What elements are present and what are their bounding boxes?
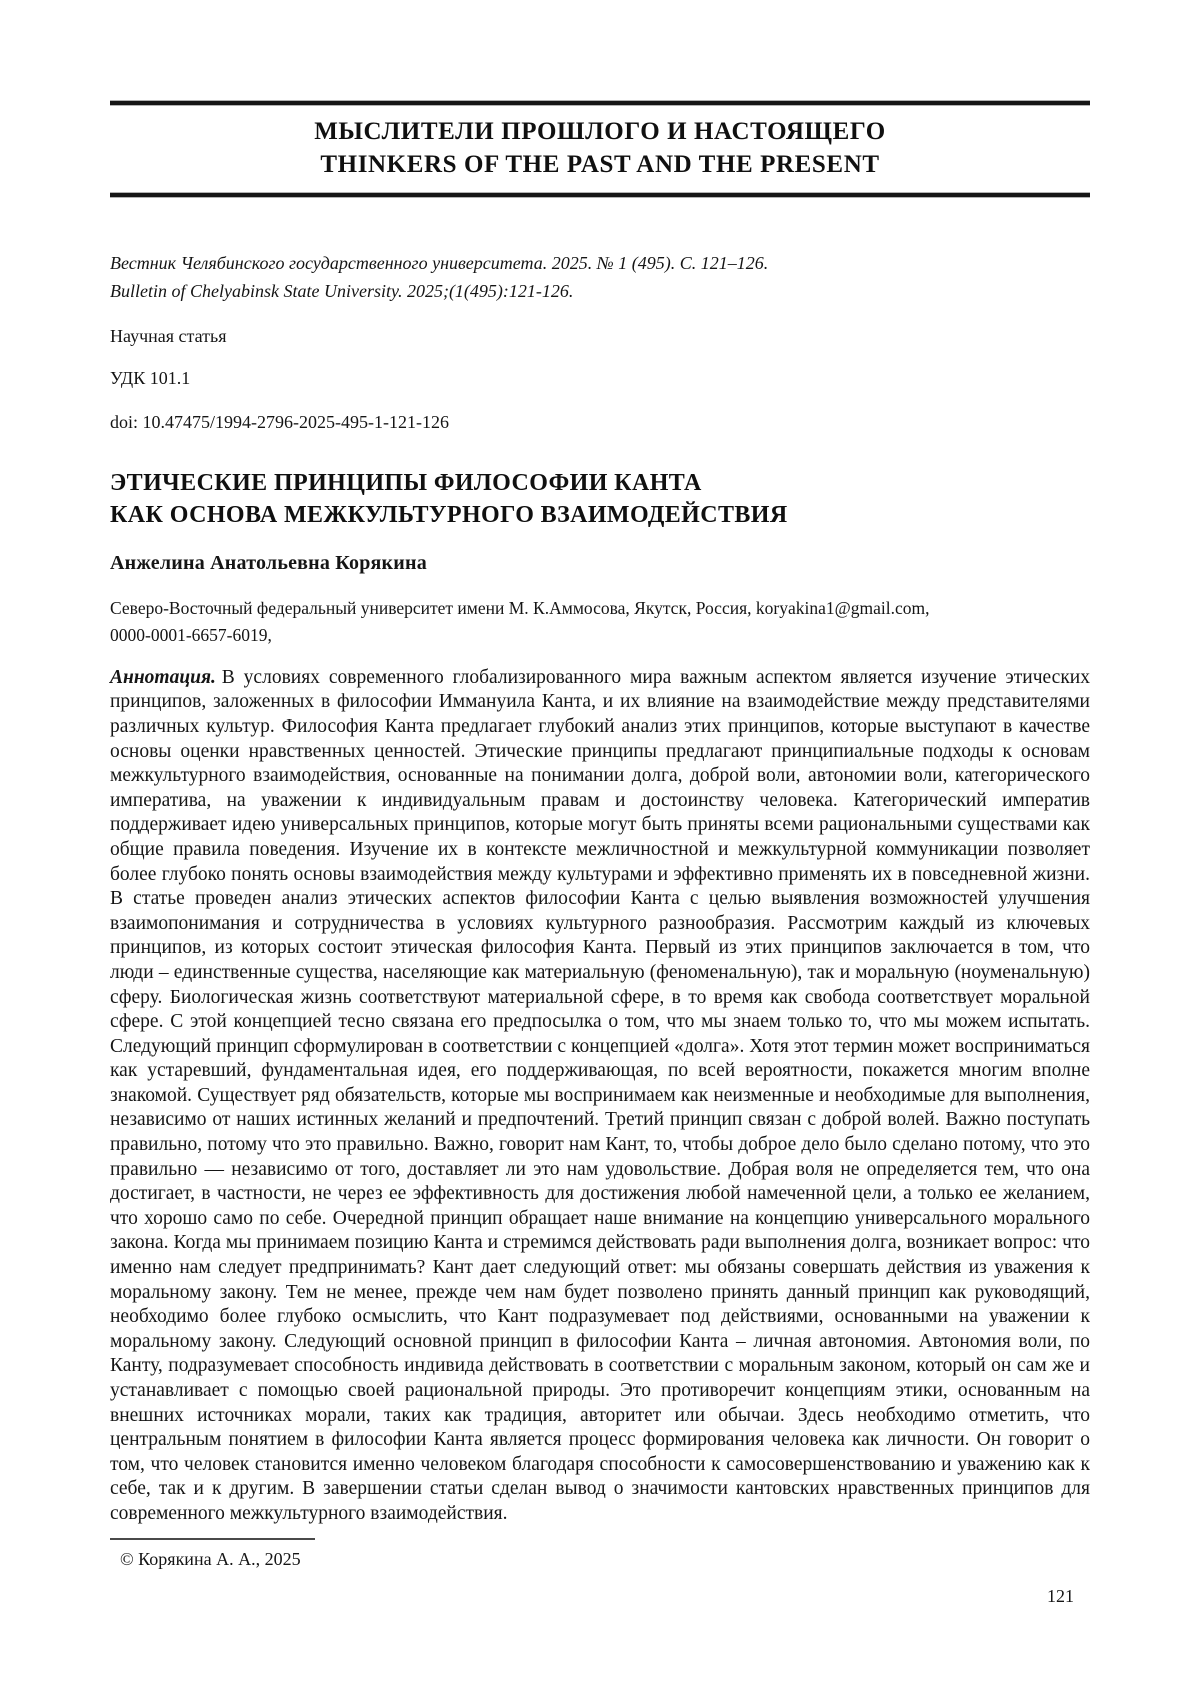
abstract-paragraph: [110, 666, 1090, 1527]
abstract-label: Аннотация.: [110, 666, 216, 688]
rule-edge: [110, 197, 1090, 198]
article-title: [110, 468, 1090, 531]
section-title-ru: МЫСЛИТЕЛИ ПРОШЛОГО И НАСТОЯЩЕГО: [314, 118, 886, 145]
section-title-en: THINKERS OF THE PAST AND THE PRESENT: [320, 151, 880, 178]
rule-edge: [110, 105, 1090, 106]
article-title-line2: КАК ОСНОВА МЕЖКУЛЬТУРНОГО ВЗАИМОДЕЙСТВИЯ: [110, 501, 788, 528]
affiliation-orcid: 0000-0001-6657-6019,: [110, 624, 272, 645]
citation-en: Bulletin of Chelyabinsk State University. 2025;(1(495):121-126.: [110, 280, 574, 301]
article-title-line1: ЭТИЧЕСКИЕ ПРИНЦИПЫ ФИЛОСОФИИ КАНТА: [110, 469, 702, 496]
page-number: 121: [1047, 1586, 1074, 1606]
article-type-label: Научная статья: [110, 325, 227, 346]
section-header: [110, 115, 1090, 181]
abstract-text: В условиях современного глобализированного мира важным аспектом является изучение этических принципов, заложенных в философии Иммануила Канта, и их влияние на взаимодействие между представителями различных культур. Философия Канта предлагает глубокий анализ этих принципов, которые выступают в качестве основы оценки нравственных ценностей. Этические принципы предлагают принципиальные подходы к основам межкультурного взаимодействия, основанные на понимании долга, доброй воли, автономии воли, категорического императива, на уважении к индивидуальным правам и достоинству человека. Категорический императив поддерживает идею универсальных принципов, которые могут быть приняты всеми рациональными существами как общие правила поведения. Изучение их в контексте межличностной и межкультурной коммуникации позволяет более глубоко понять основы взаимодействия между культурами и эффективно применять их в повседневной жизни. В статье проведен анализ этических аспектов философии Канта с целью выявления возможностей улучшения взаимопонимания и сотрудничества в условиях культурного разнообразия. Рассмотрим каждый из ключевых принципов, из которых состоит этическая философия Канта. Первый из этих принципов заключается в том, что люди – единственные существа, населяющие как материальную (феноменальную), так и моральную (ноуменальную) сферу. Биологическая жизнь соответствуют материальной сфере, в то время как свобода соответствует моральной сфере. С этой концепцией тесно связана его предпосылка о том, что мы знаем только то, что мы можем испытать. Следующий принцип сформулирован в соответствии с концепцией «долга». Хотя этот термин может восприниматься как устаревший, фундаментальная идея, его поддерживающая, по всей вероятности, покажется многим вполне знакомой. Существует ряд обязательств, которые мы воспринимаем как неизменные и необходимые для выполнения, независимо от наших истинных желаний и предпочтений. Третий принцип связан с доброй волей. Важно поступать правильно, потому что это правильно. Важно, говорит нам Кант, то, чтобы доброе дело было сделано потому, что это правильно — независимо от того, доставляет ли это нам удовольствие. Добрая воля не определяется тем, что она достигает, в частности, не через ее эффективность для достижения любой намеченной цели, а только ее желанием, что хорошо само по себе. Очередной принцип обращает наше внимание на концепцию универсального морального закона. Когда мы принимаем позицию Канта и стремимся действовать ради выполнения долга, возникает вопрос: что именно нам следует предпринимать? Кант дает следующий ответ: мы обязаны совершать действия из уважения к моральному закону. Тем не менее, прежде чем нам будет позволено принять данный принцип как руководящий, необходимо более глубоко осмыслить, что Кант подразумевает под действиями, основанными на уважении к моральному закону. Следующий основной принцип в философии Канта – личная автономия. Автономия воли, по Канту, подразумевает способность индивида действовать в соответствии с моральным законом, который он сам же и устанавливает с помощью своей рациональной природы. Это противоречит концепциям этики, основанным на внешних источниках морали, таких как традиция, авторитет или обычаи. Здесь необходимо отметить, что центральным понятием в философии Канта является процесс формирования человека как личности. Он говорит о том, что человек становится именно человеком благодаря способности к самосовершенствованию и уважению как к себе, так и к другим. В завершении статьи сделан вывод о значимости кантовских нравственных принципов для современного межкультурного взаимодействия.: [110, 666, 1090, 1524]
doi-label: doi: 10.47475/1994-2796-2025-495-1-121-126: [110, 411, 449, 432]
footnote: [110, 1538, 315, 1570]
affiliation: [110, 595, 1090, 648]
author-name: Анжелина Анатольевна Корякина: [110, 552, 427, 575]
affiliation-line: Северо-Восточный федеральный университет имени М. К.Аммосова, Якутск, Россия, koryakina1@gmail.com,: [110, 598, 930, 619]
citation-ru: Вестник Челябинского государственного университета. 2025. № 1 (495). С. 121–126.: [110, 253, 769, 273]
section-rule-top: [110, 100, 1090, 106]
footnote-separator: [110, 1538, 315, 1540]
section-rule-bottom: [110, 192, 1090, 198]
udc-label: УДК 101.1: [110, 368, 191, 389]
journal-citation: [110, 250, 1090, 306]
copyright-notice: © Корякина А. А., 2025: [120, 1549, 301, 1569]
